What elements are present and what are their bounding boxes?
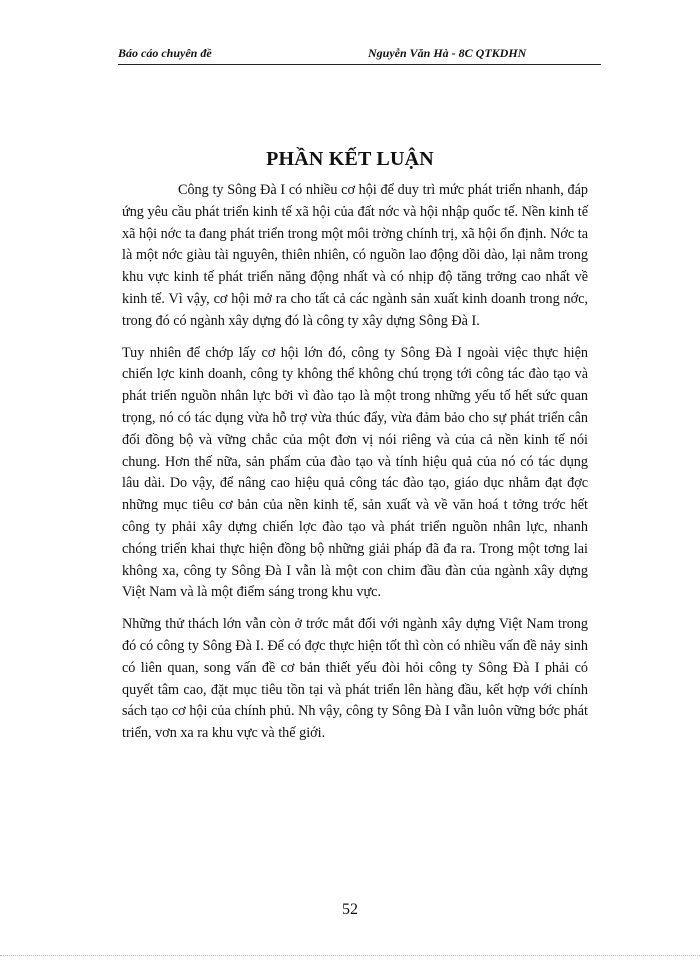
page-number: 52 bbox=[342, 901, 358, 918]
paragraph-challenges: Những thử thách lớn vẫn còn ở trớc mắt đối với ngành xây dựng Việt Nam trong đó có công ty Sông Đà I. Để có đợc thực hiện tốt thì còn có nhiều vấn đề nảy sinh có liên quan, song vấn đề cơ bản thiết yếu đòi hỏi công ty Sông Đà I phải có quyết tâm cao, đặt mục tiêu tồn tại và phát triển lên hàng đầu, kết hợp với chính sách tạo cơ hội của chính phủ. Nh vậy, công ty Sông Đà I vẫn luôn vững bớc phát triển, vơn xa ra khu vực và thế giới. bbox=[122, 616, 588, 742]
page-header bbox=[118, 44, 601, 65]
footer-divider bbox=[0, 955, 700, 956]
header-author: Nguyễn Văn Hà - 8C QTKDHN bbox=[368, 46, 527, 60]
conclusion-body bbox=[122, 180, 588, 755]
paragraph-opportunities: Công ty Sông Đà I có nhiều cơ hội để duy trì mức phát triển nhanh, đáp ứng yêu cầu phát triển kinh tế xã hội của đất nớc và hội nhập quốc tế. Nền kinh tế xã hội nớc ta đang phát triển trong một môi trờng chính trị, xã hội ổn định. Nớc ta là một nớc giàu tài nguyên, thiên nhiên, có nguồn lao động dồi dào, lại nằm trong khu vực kinh tế phát triển năng động nhất và có nhịp độ tăng trởng cao nhất về kinh tế. Vì vậy, cơ hội mở ra cho tất cả các ngành sản xuất kinh doanh trong nớc, trong đó có ngành xây dựng đó là công ty xây dựng Sông Đà I. bbox=[122, 182, 588, 329]
paragraph-training-strategy: Tuy nhiên để chớp lấy cơ hội lớn đó, công ty Sông Đà I ngoài việc thực hiện chiến lợc kinh doanh, công ty không thể không chú trọng tới công tác đào tạo và phát triển nguồn nhân lực bởi vì đào tạo là một trong những yếu tố hết sức quan trọng, nó có tác dụng vừa hỗ trợ vừa thúc đẩy, vừa đảm bảo cho sự phát triển cân đối đồng bộ và vững chắc của một đơn vị nói riêng và của cả nền kinh tế nói chung. Hơn thế nữa, sản phẩm của đào tạo và tính hiệu quả của nó có tác dụng lâu dài. Do vậy, để nâng cao hiệu quả công tác đào tạo, giáo dục nhằm đạt đợc những mục tiêu cơ bản của nền kinh tế, sản xuất và về văn hoá t tởng trớc hết công ty phải xây dựng chiến lợc đào tạo và phát triển nguồn nhân lực, nhanh chóng triển khai thực hiện đồng bộ những giải pháp đã đa ra. Trong một tơng lai không xa, công ty Sông Đà I vẫn là một con chim đầu đàn của ngành xây dựng Việt Nam và là một điểm sáng trong khu vực. bbox=[122, 344, 588, 601]
section-title: PHẦN KẾT LUẬN bbox=[266, 148, 434, 170]
header-report-title: Báo cáo chuyên đề bbox=[118, 46, 212, 60]
